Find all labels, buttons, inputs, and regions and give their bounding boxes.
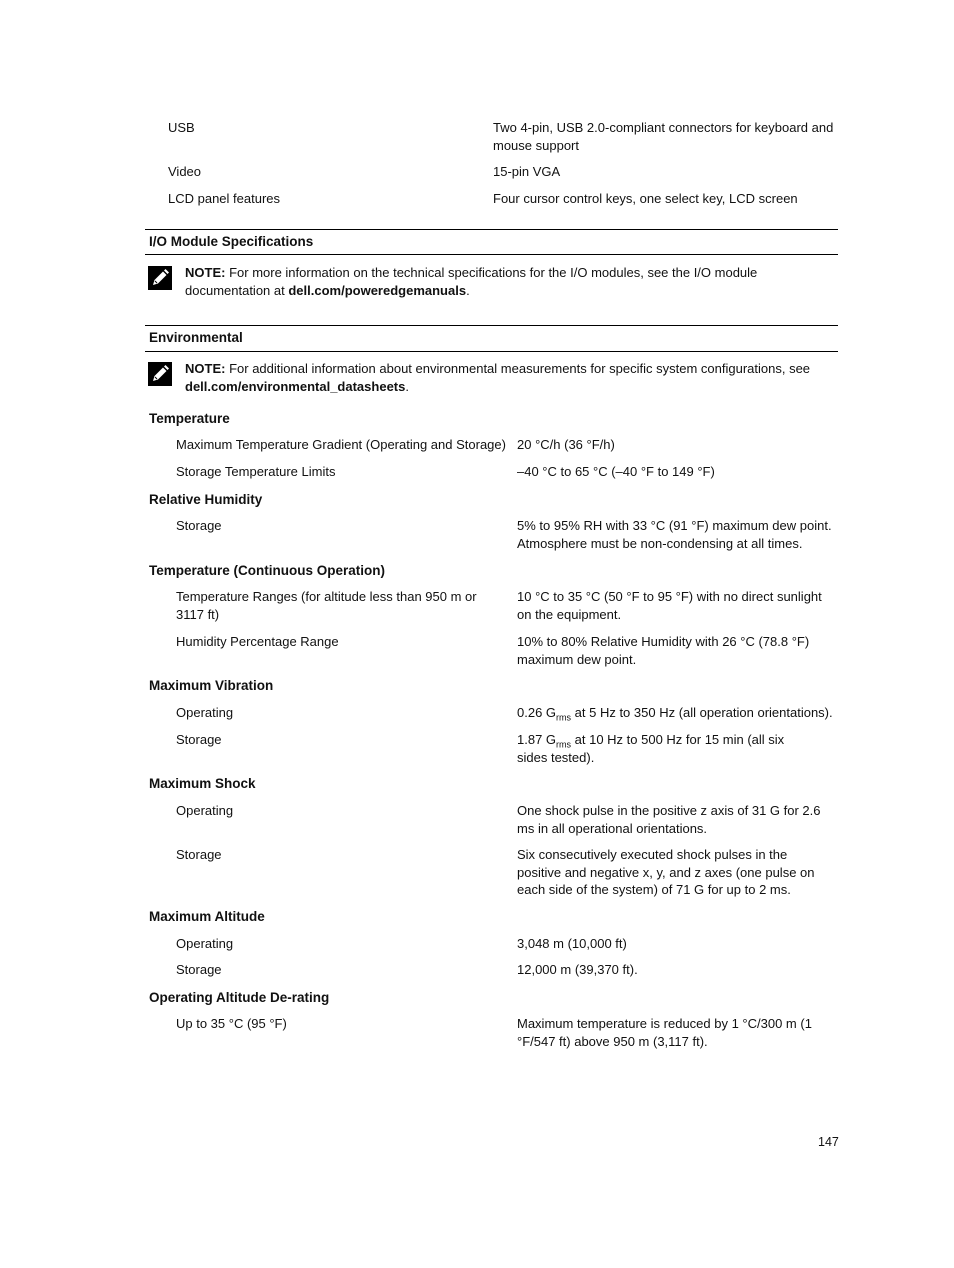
io-note-text: For more information on the technical specifications for the I/O modules, see the I/O module documentation at — [185, 265, 758, 298]
continuous-range-label: Temperature Ranges (for altitude less than 950 m or 3117 ft) — [176, 589, 477, 622]
continuous-range-value: 10 °C to 35 °C (50 °F to 95 °F) with no direct sunlight on the equipment. — [517, 589, 822, 622]
vibration-storage-value-pre: 1.87 G — [517, 732, 557, 747]
io-note-label: NOTE: — [185, 265, 226, 280]
altitude-storage-label: Storage — [176, 962, 222, 977]
altitude-heading: Maximum Altitude — [149, 909, 265, 924]
shock-operating-value: One shock pulse in the positive z axis of 31 G for 2.6 ms in all operational orientations. — [517, 803, 821, 836]
altitude-operating-value: 3,048 m (10,000 ft) — [517, 936, 627, 951]
shock-storage-label: Storage — [176, 847, 222, 862]
temp-storage-value: –40 °C to 65 °C (–40 °F to 149 °F) — [517, 464, 715, 479]
temp-storage-label: Storage Temperature Limits — [176, 464, 336, 479]
temperature-heading: Temperature — [149, 411, 230, 426]
vibration-heading: Maximum Vibration — [149, 678, 274, 693]
env-note-end: . — [405, 378, 409, 394]
vibration-storage-label: Storage — [176, 732, 222, 747]
env-section-title: Environmental — [149, 330, 243, 345]
env-note — [185, 360, 825, 395]
derating-heading: Operating Altitude De-rating — [149, 990, 330, 1005]
vibration-operating-value-post: at 5 Hz to 350 Hz (all operation orientations). — [571, 705, 833, 720]
shock-storage-value: Six consecutively executed shock pulses in the positive and negative x, y, and z axes (one pulse on each side of the system) of 71 G for up to 2 ms. — [517, 847, 815, 897]
note-pencil-icon — [148, 266, 172, 290]
vibration-storage-value-post: at 10 Hz to 500 Hz for 15 min (all six sides tested). — [517, 732, 785, 765]
io-note-end: . — [466, 282, 470, 298]
lcd-label: LCD panel features — [168, 191, 281, 206]
usb-label: USB — [168, 120, 195, 135]
humidity-heading: Relative Humidity — [149, 492, 263, 507]
video-label: Video — [168, 164, 202, 179]
vibration-operating-value — [517, 704, 838, 722]
note-pencil-icon — [148, 362, 172, 386]
usb-value: Two 4-pin, USB 2.0-compliant connectors for keyboard and mouse support — [493, 120, 834, 153]
page-number: 147 — [818, 1135, 839, 1149]
continuous-heading: Temperature (Continuous Operation) — [149, 563, 386, 578]
io-note-link[interactable]: dell.com/poweredgemanuals — [288, 282, 467, 298]
altitude-operating-label: Operating — [176, 936, 234, 951]
io-section-title: I/O Module Specifications — [149, 234, 314, 249]
shock-heading: Maximum Shock — [149, 776, 256, 791]
io-section-bottom-rule — [145, 254, 838, 255]
vibration-operating-label: Operating — [176, 705, 234, 720]
continuous-humidity-value: 10% to 80% Relative Humidity with 26 °C (78.8 °F) maximum dew point. — [517, 634, 810, 667]
altitude-storage-value: 12,000 m (39,370 ft). — [517, 962, 638, 977]
vibration-operating-value-sub: rms — [556, 712, 572, 723]
derating-value: Maximum temperature is reduced by 1 °C/300 m (1 °F/547 ft) above 950 m (3,117 ft). — [517, 1016, 812, 1049]
temp-gradient-value: 20 °C/h (36 °F/h) — [517, 437, 615, 452]
humidity-storage-value: 5% to 95% RH with 33 °C (91 °F) maximum dew point. Atmosphere must be non-condensing at all times. — [517, 518, 832, 551]
humidity-storage-label: Storage — [176, 518, 222, 533]
io-section-top-rule — [145, 229, 838, 230]
vibration-storage-value-sub: rms — [556, 739, 572, 750]
video-value: 15-pin VGA — [493, 164, 561, 179]
io-note — [185, 264, 825, 299]
vibration-operating-value-pre: 0.26 G — [517, 705, 557, 720]
env-note-link[interactable]: dell.com/environmental_datasheets — [185, 378, 406, 394]
env-note-text: For additional information about environmental measurements for specific system configurations, see — [229, 361, 811, 376]
lcd-value: Four cursor control keys, one select key, LCD screen — [493, 191, 798, 206]
env-section-bottom-rule — [145, 351, 838, 352]
vibration-storage-value — [517, 731, 817, 766]
env-section-top-rule — [145, 325, 838, 326]
env-note-label: NOTE: — [185, 361, 226, 376]
continuous-humidity-label: Humidity Percentage Range — [176, 634, 339, 649]
shock-operating-label: Operating — [176, 803, 234, 818]
derating-label: Up to 35 °C (95 °F) — [176, 1016, 287, 1031]
temp-gradient-label: Maximum Temperature Gradient (Operating and Storage) — [176, 437, 506, 452]
